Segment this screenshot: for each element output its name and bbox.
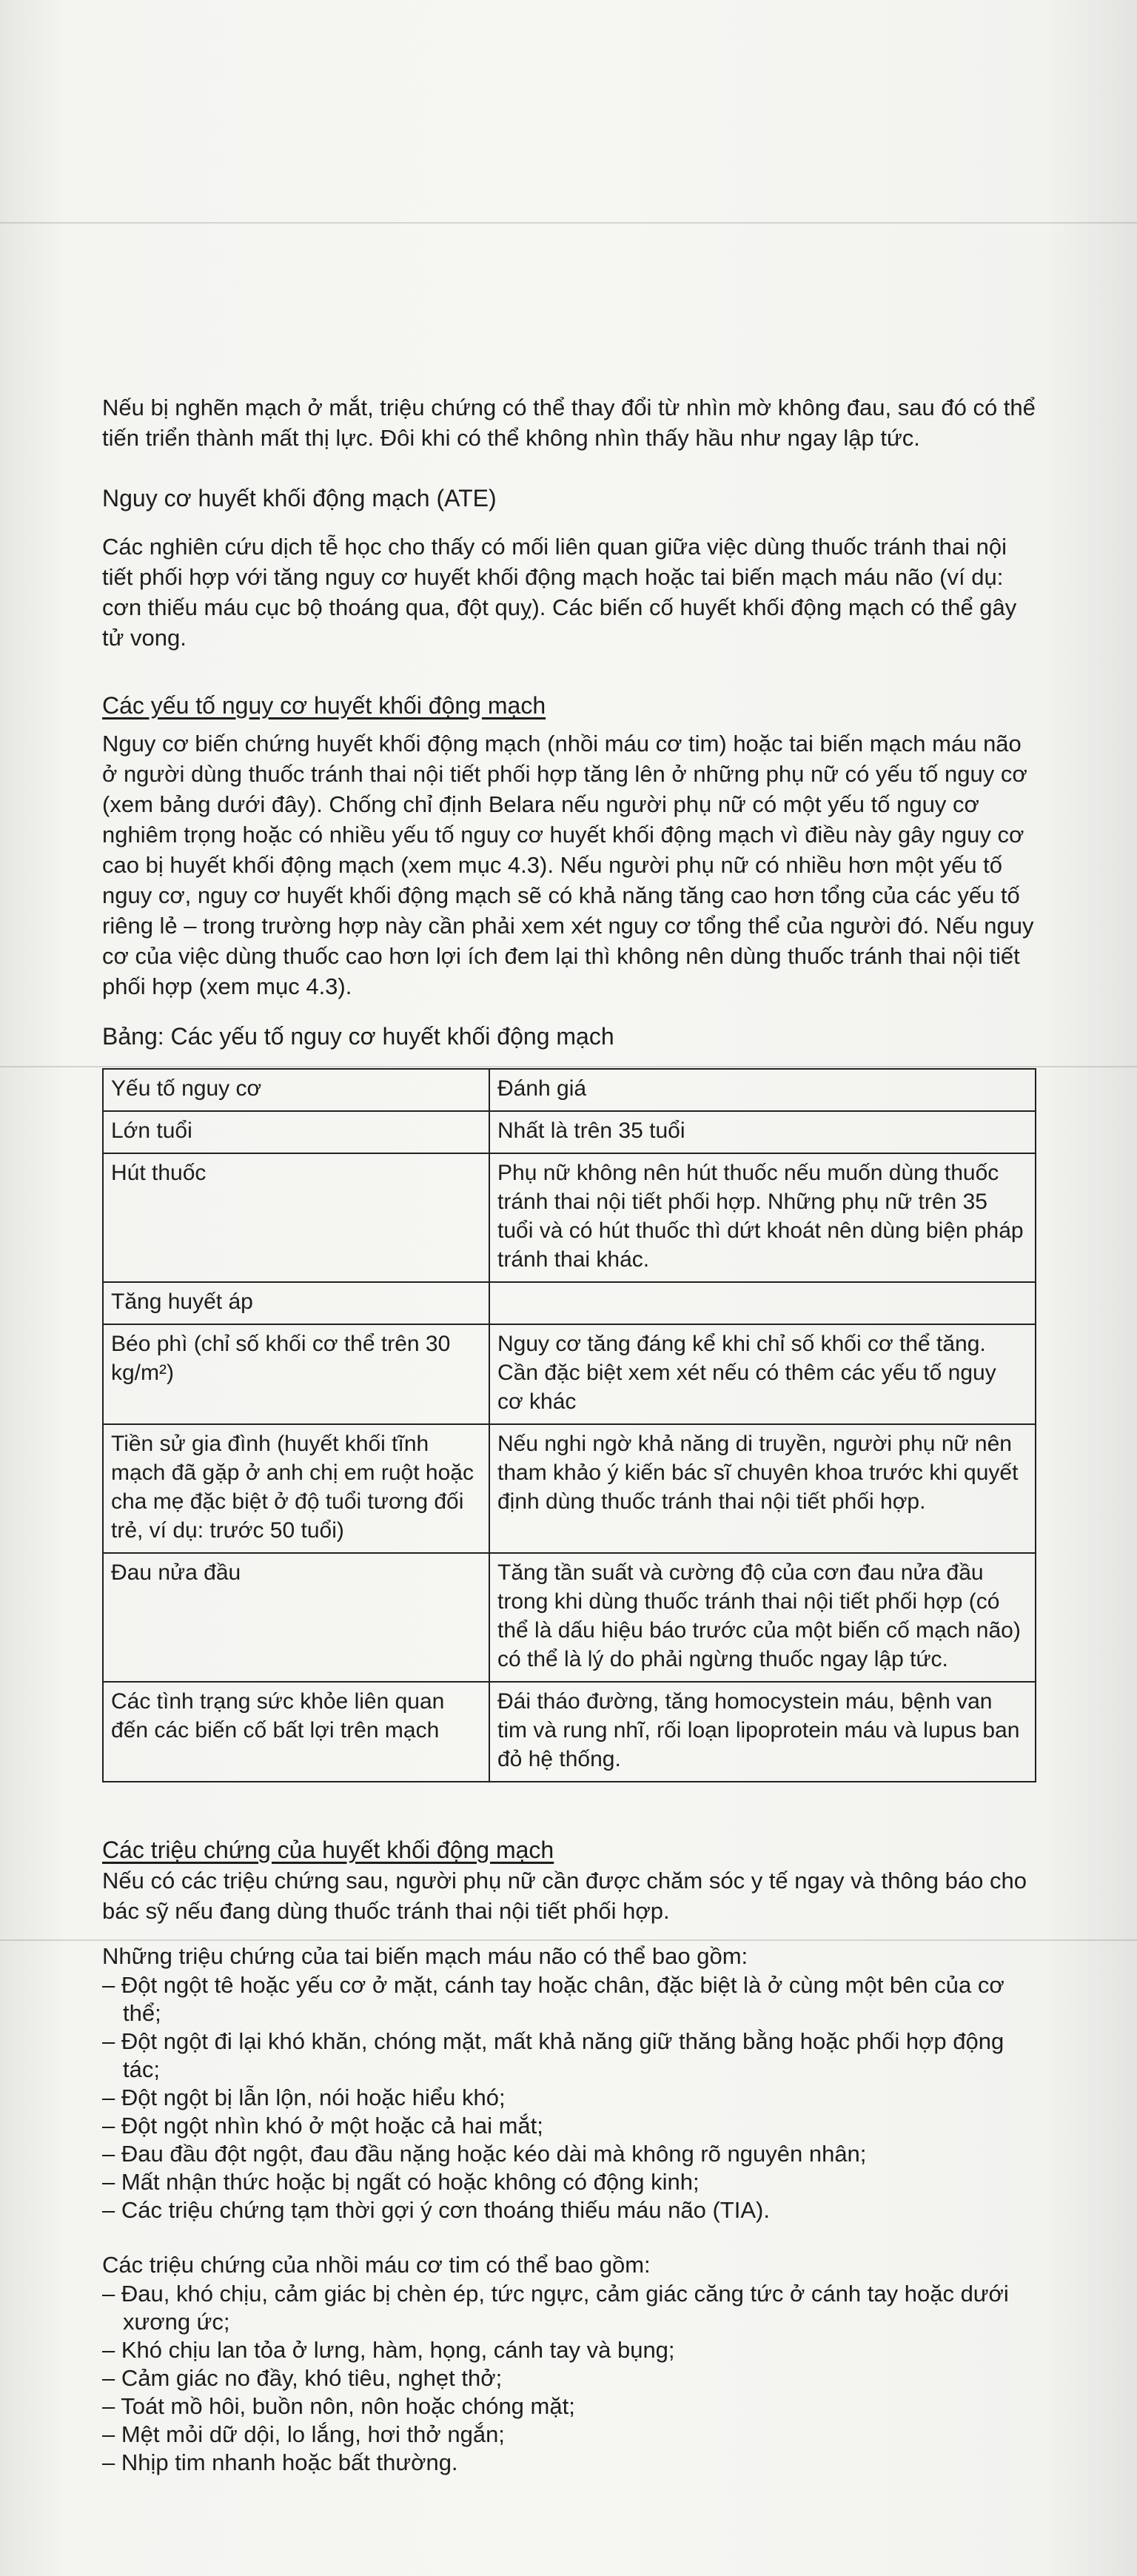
- ate-paragraph: Các nghiên cứu dịch tễ học cho thấy có mối liên quan giữa việc dùng thuốc tránh thai nội tiết phối hợp với tăng nguy cơ huyết khối động mạch hoặc tai biến mạch máu não (ví dụ: cơn thiếu máu cục bộ thoáng qua, đột quỵ). Các biến cố huyết khối động mạch có thể gây tử vong.: [102, 534, 1017, 651]
- factor-cell: Lớn tuổi: [103, 1111, 489, 1153]
- risk-factors-paragraph: Nguy cơ biến chứng huyết khối động mạch (nhồi máu cơ tim) hoặc tai biến mạch máu não ở người dùng thuốc tránh thai nội tiết phối hợp tăng lên ở những phụ nữ có yếu tố nguy cơ (xem bảng dưới đây). Chống chỉ định Belara nếu người phụ nữ có một yếu tố nguy cơ nghiêm trọng hoặc có nhiều yếu tố nguy cơ huyết khối động mạch vì điều này gây nguy cơ cao bị huyết khối động mạch (xem mục 4.3). Nếu người phụ nữ có nhiều hơn một yếu tố nguy cơ, nguy cơ huyết khối động mạch sẽ có khả năng tăng cao hơn tổng của các yếu tố riêng lẻ – trong trường hợp này cần phải xem xét nguy cơ tổng thể của người đó. Nếu nguy cơ của việc dùng thuốc cao hơn lợi ích đem lại thì không nên dùng thuốc tránh thai nội tiết phối hợp (xem mục 4.3).: [102, 731, 1034, 999]
- table-row: [103, 1424, 1036, 1553]
- list-item: – Đột ngột tê hoặc yếu cơ ở mặt, cánh tay hoặc chân, đặc biệt là ở cùng một bên của cơ thể;: [102, 1972, 1004, 2026]
- list-item: – Đau đầu đột ngột, đau đầu nặng hoặc kéo dài mà không rõ nguyên nhân;: [102, 2141, 867, 2167]
- list-item: – Đau, khó chịu, cảm giác bị chèn ép, tức ngực, cảm giác căng tức ở cánh tay hoặc dưới xương ức;: [102, 2281, 1009, 2335]
- list-item: – Đột ngột bị lẫn lộn, nói hoặc hiểu khó;: [102, 2084, 506, 2110]
- assessment-cell: Phụ nữ không nên hút thuốc nếu muốn dùng thuốc tránh thai nội tiết phối hợp. Những phụ nữ trên 35 tuổi và có hút thuốc thì dứt khoát nên dùng biện pháp tránh thai khác.: [489, 1153, 1036, 1282]
- table-row: [103, 1282, 1036, 1324]
- table-row: [103, 1324, 1036, 1424]
- factor-cell: Các tình trạng sức khỏe liên quan đến các biến cố bất lợi trên mạch: [103, 1682, 489, 1782]
- list-item: – Các triệu chứng tạm thời gợi ý cơn thoáng thiếu máu não (TIA).: [102, 2197, 770, 2223]
- ate-heading: Nguy cơ huyết khối động mạch (ATE): [102, 485, 497, 511]
- risk-factors-heading: Các yếu tố nguy cơ huyết khối động mạch: [102, 692, 546, 719]
- table-header-row: [103, 1069, 1036, 1111]
- list-item: – Khó chịu lan tỏa ở lưng, hàm, họng, cánh tay và bụng;: [102, 2337, 675, 2363]
- fold-line: [0, 222, 1137, 224]
- factor-cell: Tăng huyết áp: [103, 1282, 489, 1324]
- list-item: – Mất nhận thức hoặc bị ngất có hoặc không có động kinh;: [102, 2169, 700, 2195]
- mi-intro: Các triệu chứng của nhồi máu cơ tim có thể bao gồm:: [102, 2252, 651, 2278]
- assessment-cell: Nhất là trên 35 tuổi: [489, 1111, 1036, 1153]
- table-row: [103, 1153, 1036, 1282]
- mi-symptom-list: [102, 2280, 1036, 2477]
- list-item: – Mệt mỏi dữ dội, lo lắng, hơi thở ngắn;: [102, 2421, 505, 2447]
- retina-paragraph: Nếu bị nghẽn mạch ở mắt, triệu chứng có thể thay đổi từ nhìn mờ không đau, sau đó có thể tiến triển thành mất thị lực. Đôi khi có thể không nhìn thấy hầu như ngay lập tức.: [102, 395, 1036, 451]
- table-row: [103, 1682, 1036, 1782]
- stroke-symptom-list: [102, 1971, 1036, 2224]
- assessment-cell: Đái tháo đường, tăng homocystein máu, bệnh van tim và rung nhĩ, rối loạn lipoprotein máu và lupus ban đỏ hệ thống.: [489, 1682, 1036, 1782]
- list-item: – Cảm giác no đầy, khó tiêu, nghẹt thở;: [102, 2365, 503, 2391]
- header-assessment: Đánh giá: [489, 1069, 1036, 1111]
- symptoms-heading: Các triệu chứng của huyết khối động mạch: [102, 1837, 554, 1863]
- header-factor: Yếu tố nguy cơ: [103, 1069, 489, 1111]
- table-caption: Bảng: Các yếu tố nguy cơ huyết khối động mạch: [102, 1023, 614, 1050]
- factor-cell: Béo phì (chỉ số khối cơ thể trên 30 kg/m²): [103, 1324, 489, 1424]
- assessment-cell: Nếu nghi ngờ khả năng di truyền, người phụ nữ nên tham khảo ý kiến bác sĩ chuyên khoa trước khi quyết định dùng thuốc tránh thai nội tiết phối hợp.: [489, 1424, 1036, 1553]
- factor-cell: Tiền sử gia đình (huyết khối tĩnh mạch đã gặp ở anh chị em ruột hoặc cha mẹ đặc biệt ở độ tuổi tương đối trẻ, ví dụ: trước 50 tuổi): [103, 1424, 489, 1553]
- stroke-intro: Những triệu chứng của tai biến mạch máu não có thể bao gồm:: [102, 1943, 748, 1969]
- list-item: – Đột ngột đi lại khó khăn, chóng mặt, mất khả năng giữ thăng bằng hoặc phối hợp động tác;: [102, 2028, 1004, 2082]
- assessment-cell: Tăng tần suất và cường độ của cơn đau nửa đầu trong khi dùng thuốc tránh thai nội tiết phối hợp (có thể là dấu hiệu báo trước của một biến cố mạch não) có thể là lý do phải ngừng thuốc ngay lập tức.: [489, 1553, 1036, 1682]
- assessment-cell: [489, 1282, 1036, 1324]
- list-item: – Toát mồ hôi, buồn nôn, nôn hoặc chóng mặt;: [102, 2393, 575, 2419]
- symptoms-intro: Nếu có các triệu chứng sau, người phụ nữ cần được chăm sóc y tế ngay và thông báo cho bác sỹ nếu đang dùng thuốc tránh thai nội tiết phối hợp.: [102, 1868, 1027, 1924]
- risk-factor-table: [102, 1068, 1036, 1782]
- factor-cell: Hút thuốc: [103, 1153, 489, 1282]
- list-item: – Đột ngột nhìn khó ở một hoặc cả hai mắt;: [102, 2113, 543, 2139]
- assessment-cell: Nguy cơ tăng đáng kể khi chỉ số khối cơ thể tăng. Cần đặc biệt xem xét nếu có thêm các yếu tố nguy cơ khác: [489, 1324, 1036, 1424]
- table-row: [103, 1553, 1036, 1682]
- factor-cell: Đau nửa đầu: [103, 1553, 489, 1682]
- table-row: [103, 1111, 1036, 1153]
- list-item: – Nhịp tim nhanh hoặc bất thường.: [102, 2449, 458, 2475]
- document-body: [102, 392, 1036, 2477]
